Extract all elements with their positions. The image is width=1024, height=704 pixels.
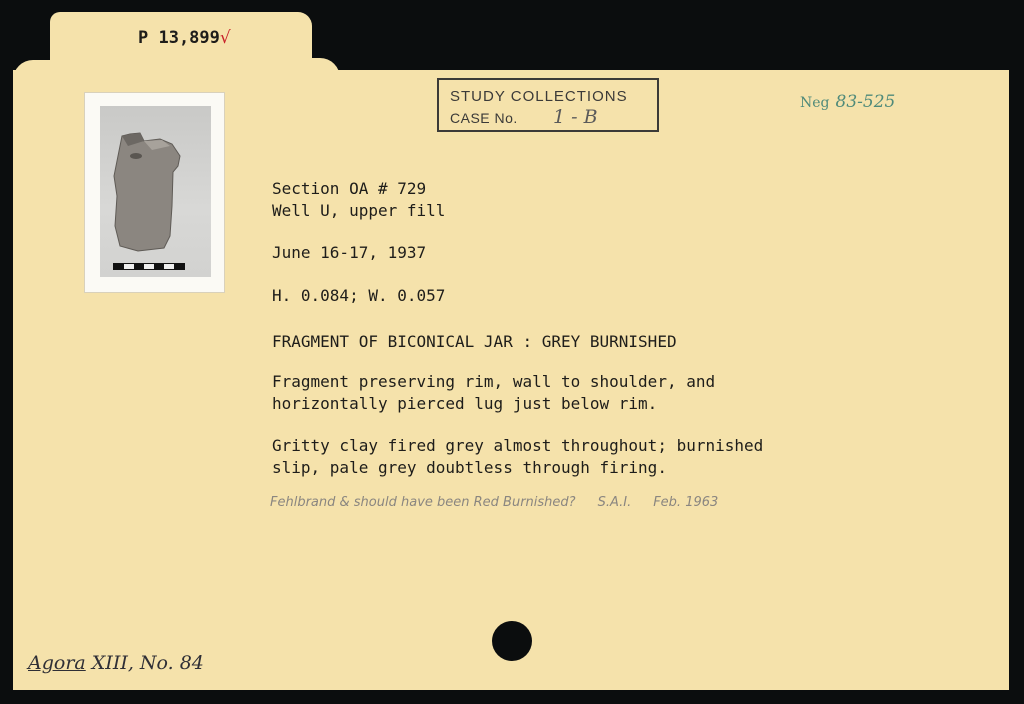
stamp-line-2: CASE No. (450, 110, 518, 126)
negative-label: Neg (800, 95, 830, 111)
study-collections-stamp (437, 78, 659, 132)
scale-bar (113, 263, 185, 270)
object-photo-frame (84, 92, 225, 293)
description-line-1: Fragment preserving rim, wall to shoulder, and (272, 372, 716, 391)
catalogue-number (138, 28, 231, 48)
location-line: Well U, upper fill (272, 201, 446, 220)
catalogue-number-text: P 13,899 (138, 28, 220, 48)
section-line: Section OA # 729 (272, 179, 427, 198)
fabric-line-1: Gritty clay fired grey almost throughout; burnished (272, 436, 764, 455)
stamp-line-1: STUDY COLLECTIONS (450, 88, 628, 105)
publication-volume: XIII, No. 84 (91, 652, 204, 674)
publication-reference (28, 652, 204, 674)
stamp-case-value: 1 - B (553, 106, 598, 128)
object-title: FRAGMENT OF BICONICAL JAR : GREY BURNISHED (272, 332, 677, 351)
pencil-note-initials: S.A.I. (597, 495, 632, 510)
sherd-image (100, 106, 211, 277)
pencil-note-text: Fehlbrand & should have been Red Burnished? (270, 495, 576, 510)
object-photo (100, 106, 211, 277)
fabric-line-2: slip, pale grey doubtless through firing. (272, 458, 667, 477)
negative-value: 83-525 (835, 92, 896, 112)
dimensions-line: H. 0.084; W. 0.057 (272, 286, 446, 305)
check-mark: √ (219, 28, 231, 48)
negative-number (800, 92, 895, 112)
pencil-note-date: Feb. 1963 (653, 495, 719, 510)
description-line-2: horizontally pierced lug just below rim. (272, 394, 658, 413)
publication-series: Agora (28, 652, 86, 674)
punch-hole (492, 621, 532, 661)
date-line: June 16-17, 1937 (272, 243, 427, 262)
pencil-note (270, 495, 718, 510)
